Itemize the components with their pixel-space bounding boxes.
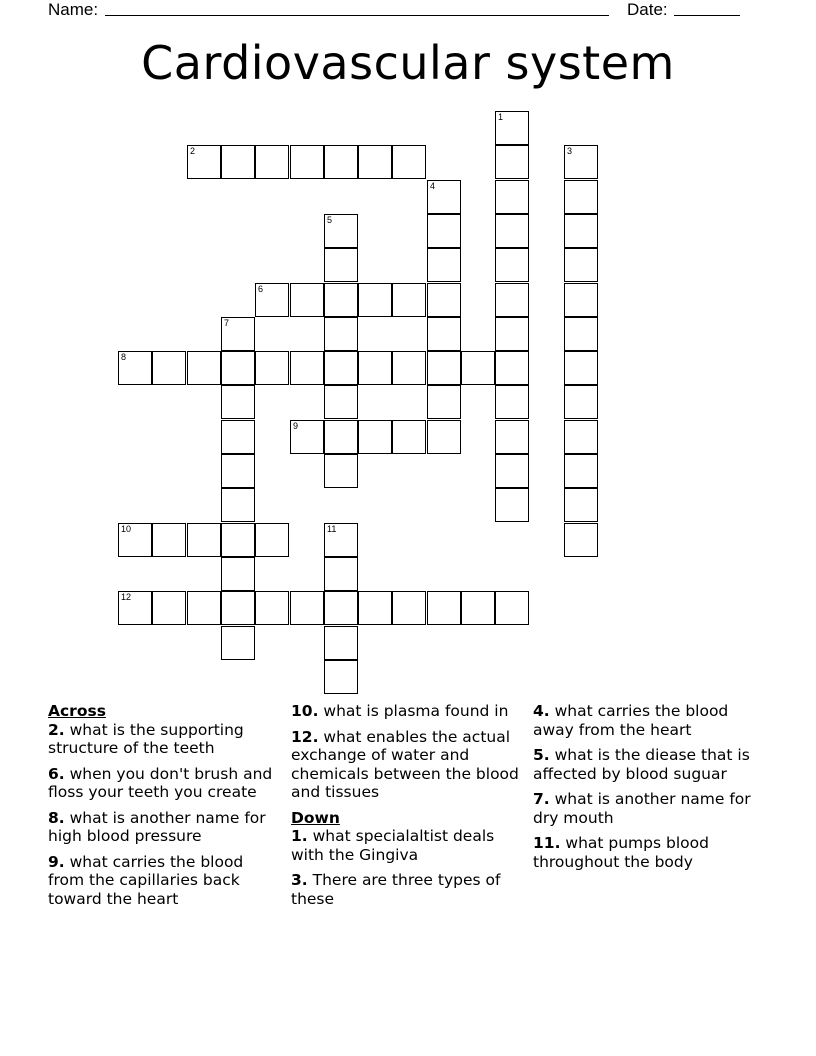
grid-cell[interactable] xyxy=(324,283,358,317)
clue-down-7 xyxy=(533,790,773,827)
grid-cell[interactable] xyxy=(358,351,392,385)
grid-cell[interactable] xyxy=(324,420,358,454)
across-heading: Across xyxy=(48,702,106,720)
grid-cell[interactable] xyxy=(427,351,461,385)
clue-down-1 xyxy=(291,827,527,864)
clue-text: what is the diease that is affected by blood suguar xyxy=(533,746,750,783)
clue-number-label: 2 xyxy=(190,146,196,156)
clue-text: what carries the blood from the capillaries back toward the heart xyxy=(48,852,244,908)
grid-cell[interactable] xyxy=(495,145,529,179)
clue-number-label: 5 xyxy=(327,215,333,225)
grid-cell[interactable] xyxy=(564,180,598,214)
grid-cell[interactable] xyxy=(495,214,529,248)
clue-across-9 xyxy=(48,853,284,909)
grid-cell[interactable] xyxy=(152,591,186,625)
grid-cell[interactable] xyxy=(392,283,426,317)
clue-down-5 xyxy=(533,746,773,783)
name-label: Name: xyxy=(48,0,99,19)
clue-text: what pumps blood throughout the body xyxy=(533,834,709,871)
grid-cell[interactable] xyxy=(324,660,358,694)
grid-cell[interactable] xyxy=(221,420,255,454)
grid-cell[interactable] xyxy=(427,591,461,625)
grid-cell[interactable] xyxy=(255,351,289,385)
grid-cell[interactable] xyxy=(324,248,358,282)
grid-cell[interactable] xyxy=(221,351,255,385)
grid-cell[interactable] xyxy=(495,591,529,625)
clue-text: when you don't brush and floss your teeth you create xyxy=(48,764,273,801)
clue-number-label: 8 xyxy=(121,352,127,362)
clue-number: 9. xyxy=(48,852,65,871)
clue-across-2 xyxy=(48,721,284,758)
grid-cell[interactable] xyxy=(564,248,598,282)
grid-cell[interactable] xyxy=(118,591,152,625)
grid-cell[interactable] xyxy=(324,523,358,557)
grid-cell[interactable] xyxy=(118,351,152,385)
clue-number-label: 4 xyxy=(430,181,436,191)
grid-cell[interactable] xyxy=(564,351,598,385)
grid-cell[interactable] xyxy=(221,488,255,522)
grid-cell[interactable] xyxy=(358,591,392,625)
clue-across-10 xyxy=(291,702,527,721)
grid-cell[interactable] xyxy=(290,420,324,454)
grid-cell[interactable] xyxy=(427,214,461,248)
grid-cell[interactable] xyxy=(358,420,392,454)
grid-cell[interactable] xyxy=(564,283,598,317)
clue-across-6 xyxy=(48,765,284,802)
clue-across-8 xyxy=(48,809,284,846)
grid-cell[interactable] xyxy=(461,591,495,625)
clue-across-12 xyxy=(291,728,527,802)
grid-cell[interactable] xyxy=(187,145,221,179)
clue-text: what carries the blood away from the heart xyxy=(533,702,729,739)
clue-down-3 xyxy=(291,871,527,908)
clue-number-label: 6 xyxy=(258,284,264,294)
grid-cell[interactable] xyxy=(564,317,598,351)
grid-cell[interactable] xyxy=(255,283,289,317)
clue-text: what specialaltist deals with the Gingiva xyxy=(291,827,495,864)
grid-cell[interactable] xyxy=(495,454,529,488)
grid-cell[interactable] xyxy=(255,523,289,557)
grid-cell[interactable] xyxy=(427,385,461,419)
grid-cell[interactable] xyxy=(564,523,598,557)
grid-cell[interactable] xyxy=(495,351,529,385)
grid-cell[interactable] xyxy=(152,523,186,557)
clue-number-label: 10 xyxy=(121,524,132,534)
clue-number: 6. xyxy=(48,764,65,783)
grid-cell[interactable] xyxy=(324,317,358,351)
grid-cell[interactable] xyxy=(564,454,598,488)
clue-text: There are three types of these xyxy=(291,871,501,908)
grid-cell[interactable] xyxy=(221,317,255,351)
clue-text: what is plasma found in xyxy=(318,702,509,720)
grid-cell[interactable] xyxy=(427,283,461,317)
grid-cell[interactable] xyxy=(290,591,324,625)
clue-number: 8. xyxy=(48,808,65,827)
grid-cell[interactable] xyxy=(221,523,255,557)
grid-cell[interactable] xyxy=(221,145,255,179)
grid-cell[interactable] xyxy=(324,557,358,591)
clue-number-label: 11 xyxy=(327,524,337,534)
page-title: Cardiovascular system xyxy=(141,36,675,90)
grid-cell[interactable] xyxy=(255,591,289,625)
clue-number: 3. xyxy=(291,871,308,889)
grid-cell[interactable] xyxy=(427,248,461,282)
grid-cell[interactable] xyxy=(392,145,426,179)
down-heading: Down xyxy=(291,808,340,827)
clue-number-label: 7 xyxy=(224,318,230,328)
grid-cell[interactable] xyxy=(221,626,255,660)
grid-cell[interactable] xyxy=(152,351,186,385)
grid-cell[interactable] xyxy=(564,420,598,454)
date-label: Date: xyxy=(627,0,668,19)
grid-cell[interactable] xyxy=(358,283,392,317)
grid-cell[interactable] xyxy=(221,591,255,625)
clues-column-3 xyxy=(533,702,773,878)
grid-cell[interactable] xyxy=(187,591,221,625)
grid-cell[interactable] xyxy=(221,385,255,419)
clue-text: what is another name for dry mouth xyxy=(533,790,751,827)
grid-cell[interactable] xyxy=(392,351,426,385)
clue-number: 11. xyxy=(533,834,561,852)
clue-number: 7. xyxy=(533,790,550,808)
grid-cell[interactable] xyxy=(495,385,529,419)
clue-number: 2. xyxy=(48,720,65,739)
grid-cell[interactable] xyxy=(290,145,324,179)
clue-number: 5. xyxy=(533,746,550,764)
grid-cell[interactable] xyxy=(564,214,598,248)
grid-cell[interactable] xyxy=(427,317,461,351)
grid-cell[interactable] xyxy=(221,557,255,591)
grid-cell[interactable] xyxy=(495,317,529,351)
grid-cell[interactable] xyxy=(187,523,221,557)
clue-down-11 xyxy=(533,834,773,871)
grid-cell[interactable] xyxy=(324,214,358,248)
clues-column-2 xyxy=(291,702,527,915)
grid-cell[interactable] xyxy=(495,420,529,454)
grid-cell[interactable] xyxy=(427,420,461,454)
clues-column-1 xyxy=(48,702,284,915)
clue-number-label: 9 xyxy=(293,421,299,431)
clue-down-4 xyxy=(533,702,773,739)
clue-number: 4. xyxy=(533,702,550,720)
clue-text: what is another name for high blood pressure xyxy=(48,808,266,845)
grid-cell[interactable] xyxy=(495,488,529,522)
grid-cell[interactable] xyxy=(324,145,358,179)
grid-cell[interactable] xyxy=(255,145,289,179)
grid-cell[interactable] xyxy=(495,248,529,282)
grid-cell[interactable] xyxy=(324,591,358,625)
clue-number-label: 1 xyxy=(498,112,504,122)
grid-cell[interactable] xyxy=(324,454,358,488)
grid-cell[interactable] xyxy=(324,626,358,660)
grid-cell[interactable] xyxy=(495,111,529,145)
grid-cell[interactable] xyxy=(324,385,358,419)
clue-number-label: 12 xyxy=(121,592,132,602)
clue-number: 1. xyxy=(291,827,308,845)
clue-number: 12. xyxy=(291,727,319,746)
grid-cell[interactable] xyxy=(495,283,529,317)
clue-text: what enables the actual exchange of water and chemicals between the blood and tissues xyxy=(291,727,519,801)
grid-cell[interactable] xyxy=(358,145,392,179)
grid-cell[interactable] xyxy=(564,385,598,419)
grid-cell[interactable] xyxy=(392,591,426,625)
clue-number-label: 3 xyxy=(567,146,573,156)
grid-cell[interactable] xyxy=(427,180,461,214)
grid-cell[interactable] xyxy=(290,351,324,385)
grid-cell[interactable] xyxy=(221,454,255,488)
grid-cell[interactable] xyxy=(118,523,152,557)
grid-cell[interactable] xyxy=(495,180,529,214)
grid-cell[interactable] xyxy=(564,488,598,522)
clue-number: 10. xyxy=(291,702,319,720)
clue-text: what is the supporting structure of the teeth xyxy=(48,720,244,757)
grid-cell[interactable] xyxy=(392,420,426,454)
grid-cell[interactable] xyxy=(187,351,221,385)
grid-cell[interactable] xyxy=(564,145,598,179)
grid-cell[interactable] xyxy=(461,351,495,385)
grid-cell[interactable] xyxy=(324,351,358,385)
grid-cell[interactable] xyxy=(290,283,324,317)
